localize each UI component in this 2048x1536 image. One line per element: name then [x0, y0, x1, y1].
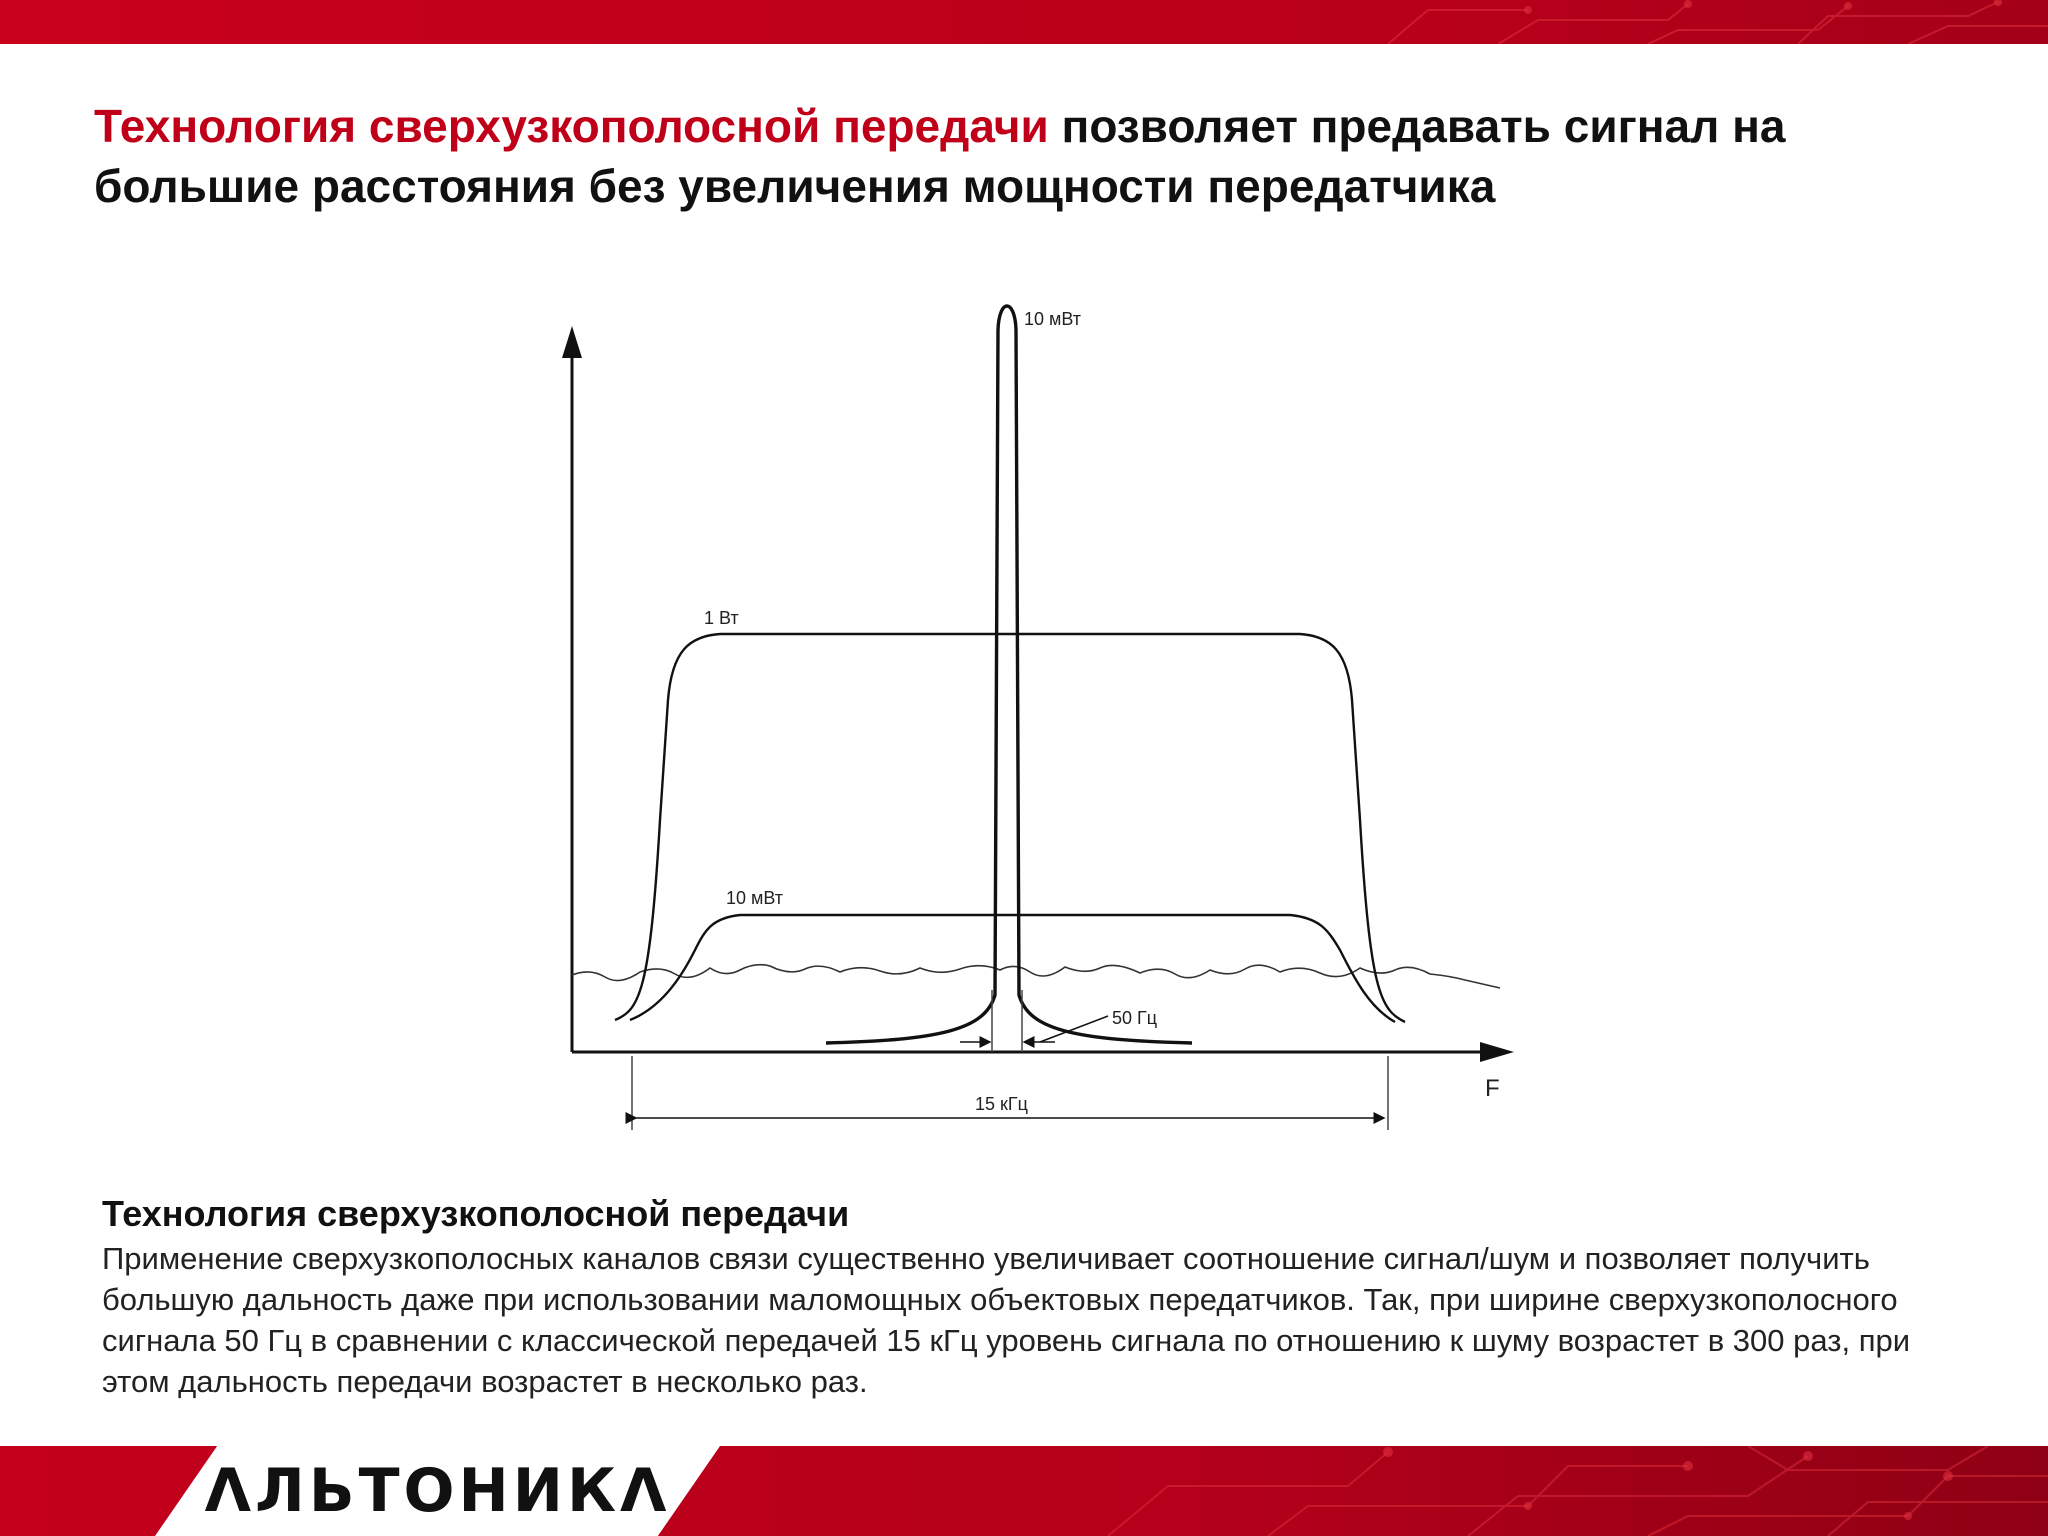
narrow-bw-label: 50 Гц	[1112, 1008, 1158, 1028]
peak-power-label: 10 мВт	[1024, 309, 1082, 329]
x-axis-label: F	[1485, 1075, 1500, 1102]
circuit-pattern-bottom	[1048, 1446, 2048, 1536]
description-heading: Технология сверхузкополосной передачи	[102, 1193, 850, 1234]
wide-power-label: 1 Вт	[704, 608, 739, 628]
mid-power-label: 10 мВт	[726, 888, 784, 908]
wide-spectrum-1w	[615, 634, 1405, 1022]
wide-bw-label: 15 кГц	[975, 1094, 1028, 1114]
description-body: Применение сверхузкополосных каналов связи существенно увеличивает соотношение сигнал/шум и позволяет получить большую дальность даже при использовании маломощных объектовых передатчиков. Так, при ширине сверхузкополосного сигнала 50 Гц в сравнении с классической передачей 15 кГц уровень сигнала по отношению к шуму возрастет в 300 раз, при этом дальность передачи возрастет в несколько раз.	[102, 1241, 1911, 1399]
page-title-highlight: Технология сверхузкополосной передачи	[94, 100, 1049, 152]
y-axis-arrow-icon	[562, 326, 582, 358]
altonika-logo[interactable]: ΛЛЬТОНИКΛ	[204, 1456, 671, 1526]
narrow-spectrum-peak	[826, 306, 1192, 1043]
noise-curve	[572, 965, 1500, 988]
page-title-rest: позволяет предавать сигнал на большие расстояния без увеличения мощности передатчика	[94, 100, 1786, 212]
x-axis-arrow-icon	[1480, 1042, 1514, 1062]
